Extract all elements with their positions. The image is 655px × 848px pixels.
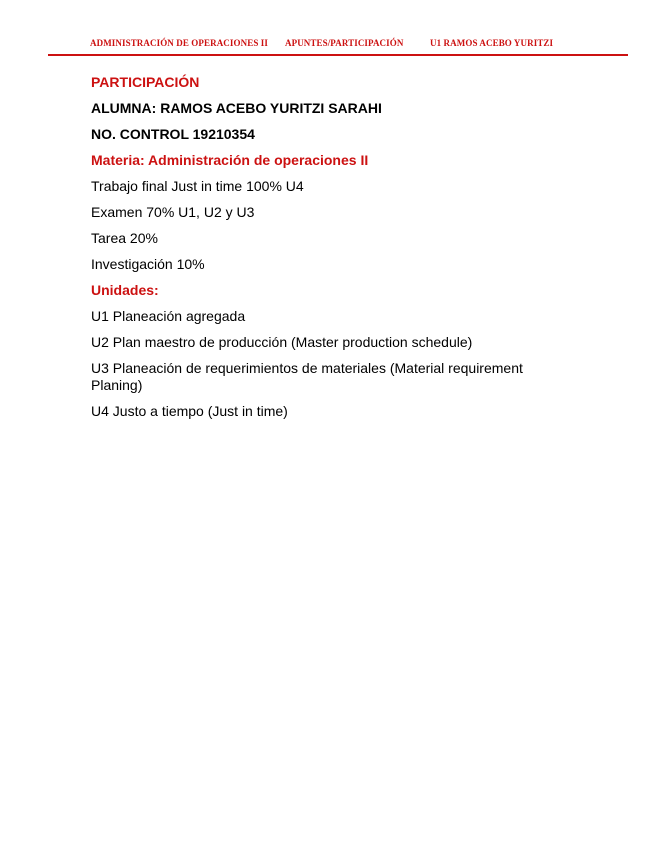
unit-item: U2 Plan maestro de producción (Master production schedule) [91, 334, 473, 350]
header-document-type: APUNTES/PARTICIPACIÓN [285, 38, 404, 48]
unit-item: U1 Planeación agregada [91, 308, 246, 324]
units-heading: Unidades: [91, 282, 159, 298]
grading-item: Tarea 20% [91, 230, 158, 246]
student-name: ALUMNA: RAMOS ACEBO YURITZI SARAHI [91, 100, 382, 116]
unit-item: U3 Planeación de requerimientos de materiales (Material requirement Planing) [91, 360, 523, 393]
document-title: PARTICIPACIÓN [91, 74, 200, 90]
grading-item: Investigación 10% [91, 256, 205, 272]
grading-item: Trabajo final Just in time 100% U4 [91, 178, 304, 194]
grading-item: Examen 70% U1, U2 y U3 [91, 204, 255, 220]
header-author: U1 RAMOS ACEBO YURITZI [430, 38, 554, 48]
unit-item: U4 Justo a tiempo (Just in time) [91, 403, 288, 419]
control-number: NO. CONTROL 19210354 [91, 126, 255, 142]
subject-heading: Materia: Administración de operaciones II [91, 152, 369, 168]
header-subject: ADMINISTRACIÓN DE OPERACIONES II [90, 38, 268, 48]
document-body [91, 74, 561, 429]
header-divider [48, 54, 628, 56]
